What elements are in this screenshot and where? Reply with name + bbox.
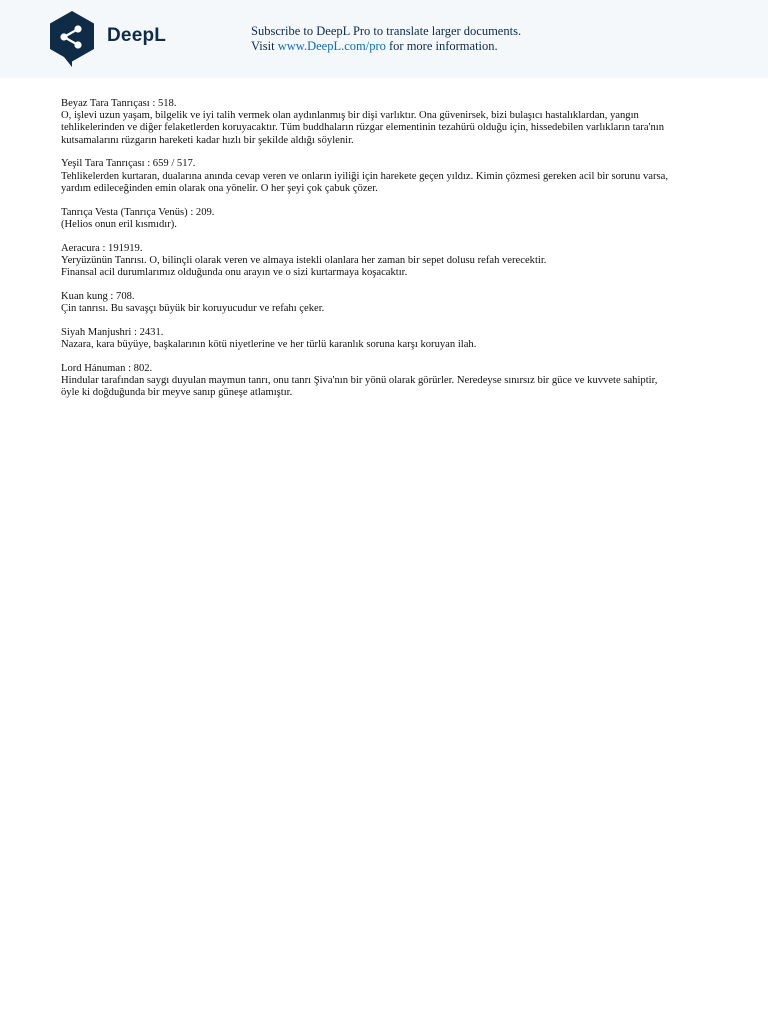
entry-line: Finansal acil durumlarımız olduğunda onu arayın ve o sizi kurtarmaya koşacaktır. — [61, 267, 408, 279]
entry-beyaz-tara — [61, 98, 741, 147]
entry-kuan-kung — [61, 291, 741, 315]
entry-line: Yeryüzünün Tanrısı. O, bilinçli olarak veren ve almaya istekli olanlara her zaman bir sepet dolusu refah verecektir. — [61, 254, 547, 266]
entry-title: Beyaz Tara Tanrıçası : 518. — [61, 98, 177, 109]
deepl-banner — [0, 0, 768, 78]
entry-line: kutsamalarını rüzgarın hareketi kadar hızlı bir şekilde aldığı söylenir. — [61, 134, 354, 146]
entry-line: Hindular tarafından saygı duyulan maymun tanrı, onu tanrı Şiva'nın bir yönü olarak görürler. Neredeyse sınırsız bir güce ve kuvvete sahiptir, — [61, 375, 658, 387]
entry-line: yardım edileceğinden emin olarak ona yönelir. O her şeyi çok çabuk çözer. — [61, 182, 378, 194]
promo-message — [251, 24, 521, 54]
entry-line: Tehlikelerden kurtaran, dualarına anında cevap veren ve onların iyiliği için harekete geçen yıldız. Kimin çözmesi gereken acil bir sorunu varsa, — [61, 170, 668, 182]
document-body — [61, 98, 741, 411]
deepl-pro-link[interactable]: www.DeepL.com/pro — [277, 39, 386, 53]
entry-line: Nazara, kara büyüye, başkalarının kötü niyetlerine ve her türlü karanlık soruna karşı koruyan ilah. — [61, 339, 477, 351]
entry-aeracura — [61, 243, 741, 280]
promo-line-2 — [251, 39, 521, 54]
deepl-logo-icon[interactable] — [47, 10, 97, 68]
entry-lord-hanuman — [61, 363, 741, 400]
brand-name: DeepL — [107, 25, 167, 46]
entry-title: Kuan kung : 708. — [61, 290, 135, 302]
entry-title: Tanrıça Vesta (Tanrıça Venüs) : 209. — [61, 206, 215, 218]
entry-line: Çin tanrısı. Bu savaşçı büyük bir koruyucudur ve refahı çeker. — [61, 303, 325, 315]
entry-title: Lord Hánuman : 802. — [61, 362, 153, 374]
entry-line: öyle ki doğduğunda bir meyve sanıp güneşe atlamıştır. — [61, 387, 293, 399]
entry-line: tehlikelerinden ve diğer felaketlerden koruyacaktır. Tüm buddhaların rüzgar elementinin tezahürü olduğu için, hissedebilen varlıkların tara'nın — [61, 122, 664, 134]
entry-title: Aeracura : 191919. — [61, 242, 143, 254]
entry-line: (Helios onun eril kısmıdır). — [61, 218, 177, 230]
entry-title: Yeşil Tara Tanrıçası : 659 / 517. — [61, 158, 196, 170]
entry-title: Siyah Manjushri : 2431. — [61, 326, 164, 338]
promo-suffix: for more information. — [389, 39, 498, 53]
entry-line: O, işlevi uzun yaşam, bilgelik ve iyi talih vermek olan aydınlanmış bir dişi varlıktır. Ona güvenirsek, bizi bulaşıcı hastalıklardan, yangın — [61, 110, 639, 122]
entry-vesta — [61, 207, 741, 231]
promo-line-1: Subscribe to DeepL Pro to translate larger documents. — [251, 24, 522, 38]
promo-prefix: Visit — [251, 39, 275, 53]
entry-siyah-manjushri — [61, 327, 741, 351]
entry-yesil-tara — [61, 158, 741, 195]
